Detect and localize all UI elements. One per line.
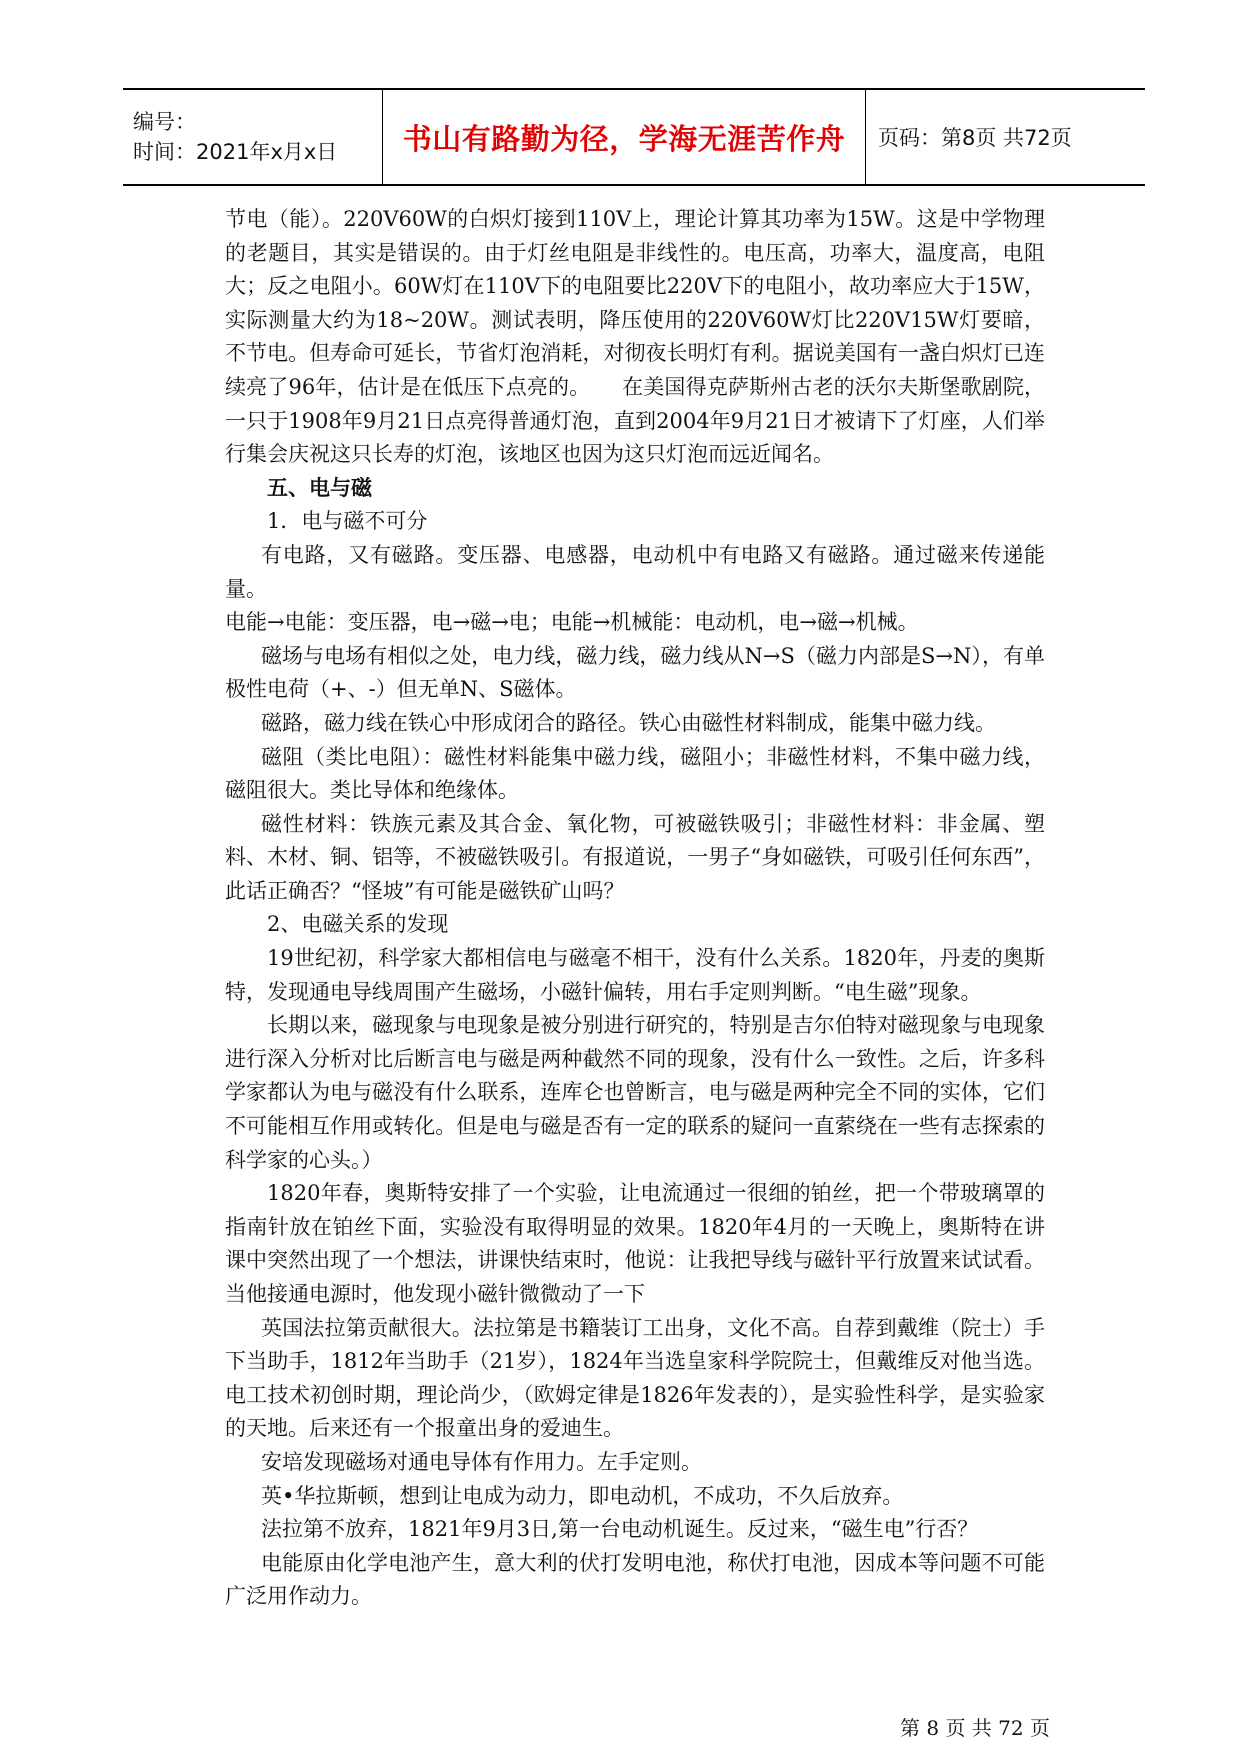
doc-number-label: 编号： <box>133 110 196 134</box>
paragraph: 安培发现磁场对通电导体有作用力。左手定则。 <box>261 1449 702 1474</box>
paragraph: 英•华拉斯顿，想到让电成为动力，即电动机，不成功，不久后放弃。 <box>261 1483 904 1508</box>
paragraph: 电能→电能：变压器，电→磁→电；电能→机械能：电动机，电→磁→机械。 <box>225 610 919 635</box>
paragraph: 电能原由化学电池产生，意大利的伏打发明电池，称伏打电池，因成本等问题不可能广泛用作动力。 <box>225 1550 1045 1609</box>
document-body <box>225 203 1045 1614</box>
paragraph: 磁场与电场有相似之处，电力线，磁力线，磁力线从N→S（磁力内部是S→N），有单极性电荷（+、-）但无单N、S磁体。 <box>225 643 1045 702</box>
paragraph: 磁阻（类比电阻）：磁性材料能集中磁力线，磁阻小；非磁性材料，不集中磁力线，磁阻很大。类比导体和绝缘体。 <box>225 744 1045 803</box>
paragraph: 磁路，磁力线在铁心中形成闭合的路径。铁心由磁性材料制成，能集中磁力线。 <box>261 710 996 735</box>
paragraph: 磁性材料：铁族元素及其合金、氧化物，可被磁铁吸引；非磁性材料：非金属、塑料、木材、铜、铝等，不被磁铁吸引。有报道说，一男子“身如磁铁，可吸引任何东西”，此话正确否？“怪坡”有可能是磁铁矿山吗？ <box>225 811 1045 903</box>
subsection-heading: 1．电与磁不可分 <box>267 509 428 534</box>
doc-time-label: 时间：2021年x月x日 <box>133 140 338 164</box>
paragraph: 长期以来，磁现象与电现象是被分别进行研究的，特别是吉尔伯特对磁现象与电现象进行深入分析对比后断言电与磁是两种截然不同的现象，没有什么一致性。之后，许多科学家都认为电与磁没有什么联系，连库仑也曾断言，电与磁是两种完全不同的实体，它们不可能相互作用或转化。但是电与磁是否有一定的联系的疑问一直萦绕在一些有志探索的科学家的心头。） <box>225 1013 1045 1172</box>
paragraph: 19世纪初，科学家大都相信电与磁毫不相干，没有什么关系。1820年，丹麦的奥斯特，发现通电导线周围产生磁场，小磁针偏转，用右手定则判断。“电生磁”现象。 <box>225 946 1045 1004</box>
header-page-info: 页码：第8页 共72页 <box>878 126 1072 150</box>
paragraph: 有电路，又有磁路。变压器、电感器，电动机中有电路又有磁路。通过磁来传递能量。 <box>225 542 1045 601</box>
paragraph: 法拉第不放弃，1821年9月3日,第一台电动机诞生。反过来，“磁生电”行否？ <box>261 1517 979 1542</box>
header-motto: 书山有路勤为径，学海无涯苦作舟 <box>382 90 866 184</box>
paragraph: 英国法拉第贡献很大。法拉第是书籍装订工出身，文化不高。自荐到戴维（院士）手下当助手，1812年当助手（21岁），1824年当选皇家科学院院士，但戴维反对他当选。电工技术初创时期，理论尚少，（欧姆定律是1826年发表的），是实验性科学，是实验家的天地。后来还有一个报童出身的爱迪生。 <box>225 1315 1045 1441</box>
page-footer: 第 8 页 共 72 页 <box>900 1716 1050 1740</box>
subsection-heading: 2、电磁关系的发现 <box>267 912 449 937</box>
section-heading: 五、电与磁 <box>267 475 372 500</box>
header-meta <box>123 90 382 184</box>
paragraph: 节电（能）。220V60W的白炽灯接到110V上，理论计算其功率为15W。这是中学物理的老题目，其实是错误的。由于灯丝电阻是非线性的。电压高，功率大，温度高，电阻大；反之电阻小。60W灯在110V下的电阻要比220V下的电阻小，故功率应大于15W，实际测量大约为18~20W。测试表明，降压使用的220V60W灯比220V15W灯要暗，不节电。但寿命可延长，节省灯泡消耗，对彻夜长明灯有利。据说美国有一盏白炽灯已连续亮了96年，估计是在低压下点亮的。 在美国得克萨斯州古老的沃尔夫斯堡歌剧院，一只于1908年9月21日点亮得普通灯泡，直到2004年9月21日才被请下了灯座，人们举行集会庆祝这只长寿的灯泡，该地区也因为这只灯泡而远近闻名。 <box>225 207 1045 467</box>
page-header <box>123 88 1145 186</box>
paragraph: 1820年春，奥斯特安排了一个实验，让电流通过一很细的铂丝，把一个带玻璃罩的指南针放在铂丝下面，实验没有取得明显的效果。1820年4月的一天晚上，奥斯特在讲课中突然出现了一个想法，讲课快结束时，他说：让我把导线与磁针平行放置来试试看。当他接通电源时，他发现小磁针微微动了一下 <box>225 1181 1045 1306</box>
